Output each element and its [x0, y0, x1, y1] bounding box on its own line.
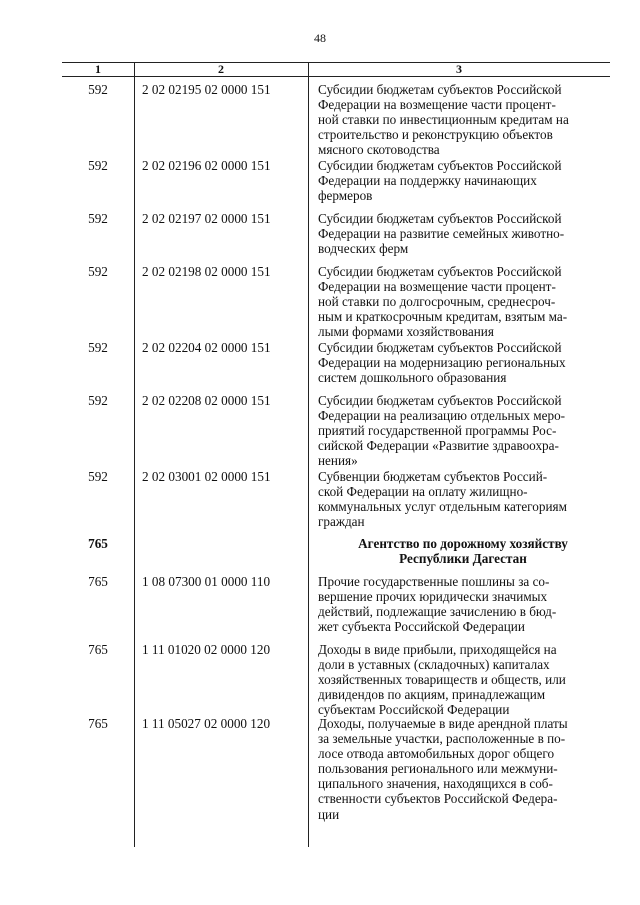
- budget-codes-table: [62, 62, 610, 847]
- admin-code-cell: 592: [88, 264, 108, 279]
- admin-code-cell: 765: [88, 536, 108, 551]
- table-header: [62, 62, 610, 77]
- description-line: Субсидии бюджетам субъектов Российской: [318, 264, 562, 279]
- description-line: Субсидии бюджетам субъектов Российской: [318, 158, 562, 173]
- description-line: лосе отвода автомобильных дорог общего: [318, 746, 555, 762]
- description-cell: [318, 211, 608, 256]
- admin-code-cell: 592: [88, 393, 108, 408]
- description-cell: [318, 469, 608, 529]
- description-line: субъектам Российской Федерации: [318, 702, 510, 718]
- description-cell: [318, 574, 608, 634]
- description-line: ской Федерации на оплату жилищно-: [318, 484, 528, 500]
- description-line: фермеров: [318, 188, 373, 204]
- description-line: Республики Дагестан: [399, 551, 527, 567]
- description-line: Агентство по дорожному хозяйству: [358, 536, 568, 551]
- income-code-cell: 1 08 07300 01 0000 110: [142, 574, 271, 589]
- income-code-cell: 1 11 01020 02 0000 120: [142, 642, 271, 657]
- description-line: ции: [318, 806, 340, 822]
- description-line: систем дошкольного образования: [318, 370, 507, 386]
- description-line: водческих ферм: [318, 241, 409, 257]
- income-code-cell: 2 02 02196 02 0000 151: [142, 158, 271, 173]
- description-line: Доходы, получаемые в виде арендной платы: [318, 716, 568, 731]
- description-line: Субсидии бюджетам субъектов Российской: [318, 82, 562, 97]
- description-line: Федерации на возмещение части процент-: [318, 97, 556, 113]
- admin-code-cell: 765: [88, 574, 108, 589]
- description-line: Прочие государственные пошлины за со-: [318, 574, 550, 589]
- description-line: Субсидии бюджетам субъектов Российской: [318, 393, 562, 408]
- description-line: ным и краткосрочным кредитам, взятым ма-: [318, 309, 568, 325]
- description-line: Федерации на модернизацию региональных: [318, 355, 566, 371]
- admin-code-cell: 765: [88, 716, 108, 731]
- admin-code-cell: 592: [88, 158, 108, 173]
- description-line: мясного скотоводства: [318, 142, 440, 158]
- income-code-cell: 2 02 02195 02 0000 151: [142, 82, 271, 97]
- description-line: Федерации на возмещение части процент-: [318, 279, 556, 295]
- description-line: лыми формами хозяйствования: [318, 324, 494, 340]
- description-line: строительство и реконструкцию объектов: [318, 127, 553, 143]
- admin-code-cell: 592: [88, 340, 108, 355]
- description-line: Субвенции бюджетам субъектов Россий-: [318, 469, 548, 484]
- description-line: пользования регионального или межмуни-: [318, 761, 558, 777]
- income-code-cell: 1 11 05027 02 0000 120: [142, 716, 271, 731]
- income-code-cell: 2 02 02198 02 0000 151: [142, 264, 271, 279]
- admin-code-cell: 592: [88, 82, 108, 97]
- description-line: вершение прочих юридически значимых: [318, 589, 548, 605]
- description-line: приятий государственной программы Рос-: [318, 423, 557, 439]
- column-divider: [308, 62, 309, 847]
- page-number: 48: [314, 31, 326, 45]
- description-line: нения»: [318, 453, 358, 469]
- description-line: Субсидии бюджетам субъектов Российской: [318, 211, 562, 226]
- description-line: сийской Федерации «Развитие здравоохра-: [318, 438, 559, 454]
- income-code-cell: 2 02 02204 02 0000 151: [142, 340, 271, 355]
- description-line: доли в уставных (складочных) капиталах: [318, 657, 550, 673]
- admin-code-cell: 592: [88, 469, 108, 484]
- admin-code-cell: 592: [88, 211, 108, 226]
- description-cell: [318, 642, 608, 717]
- description-line: Субсидии бюджетам субъектов Российской: [318, 340, 562, 355]
- description-line: граждан: [318, 514, 365, 530]
- income-code-cell: 2 02 02208 02 0000 151: [142, 393, 271, 408]
- income-code-cell: 2 02 03001 02 0000 151: [142, 469, 271, 484]
- description-line: ципального значения, находящихся в соб-: [318, 776, 553, 792]
- column-header-2: 2: [218, 62, 224, 76]
- column-header-3: 3: [456, 62, 462, 76]
- description-cell: [318, 393, 608, 468]
- description-cell: [318, 340, 608, 385]
- admin-code-cell: 765: [88, 642, 108, 657]
- description-cell: [318, 158, 608, 203]
- description-line: ственности субъектов Российской Федера-: [318, 791, 558, 807]
- description-line: Доходы в виде прибыли, приходящейся на: [318, 642, 557, 657]
- description-line: за земельные участки, расположенные в по-: [318, 731, 566, 747]
- description-line: коммунальных услуг отдельным категориям: [318, 499, 567, 515]
- description-line: ной ставки по долгосрочным, среднесроч-: [318, 294, 556, 310]
- description-line: действий, подлежащие зачислению в бюд-: [318, 604, 557, 620]
- description-line: Федерации на поддержку начинающих: [318, 173, 537, 189]
- description-line: дивидендов по акциям, принадлежащим: [318, 687, 546, 703]
- description-line: ной ставки по инвестиционным кредитам на: [318, 112, 569, 128]
- description-cell: [318, 536, 608, 566]
- description-cell: [318, 264, 608, 339]
- description-line: хозяйственных товариществ и обществ, или: [318, 672, 566, 688]
- description-cell: [318, 716, 608, 822]
- column-header-1: 1: [95, 62, 101, 76]
- description-line: Федерации на реализацию отдельных меро-: [318, 408, 566, 424]
- income-code-cell: 2 02 02197 02 0000 151: [142, 211, 271, 226]
- description-cell: [318, 82, 608, 157]
- description-line: жет субъекта Российской Федерации: [318, 619, 525, 635]
- column-divider: [134, 62, 135, 847]
- description-line: Федерации на развитие семейных животно-: [318, 226, 565, 242]
